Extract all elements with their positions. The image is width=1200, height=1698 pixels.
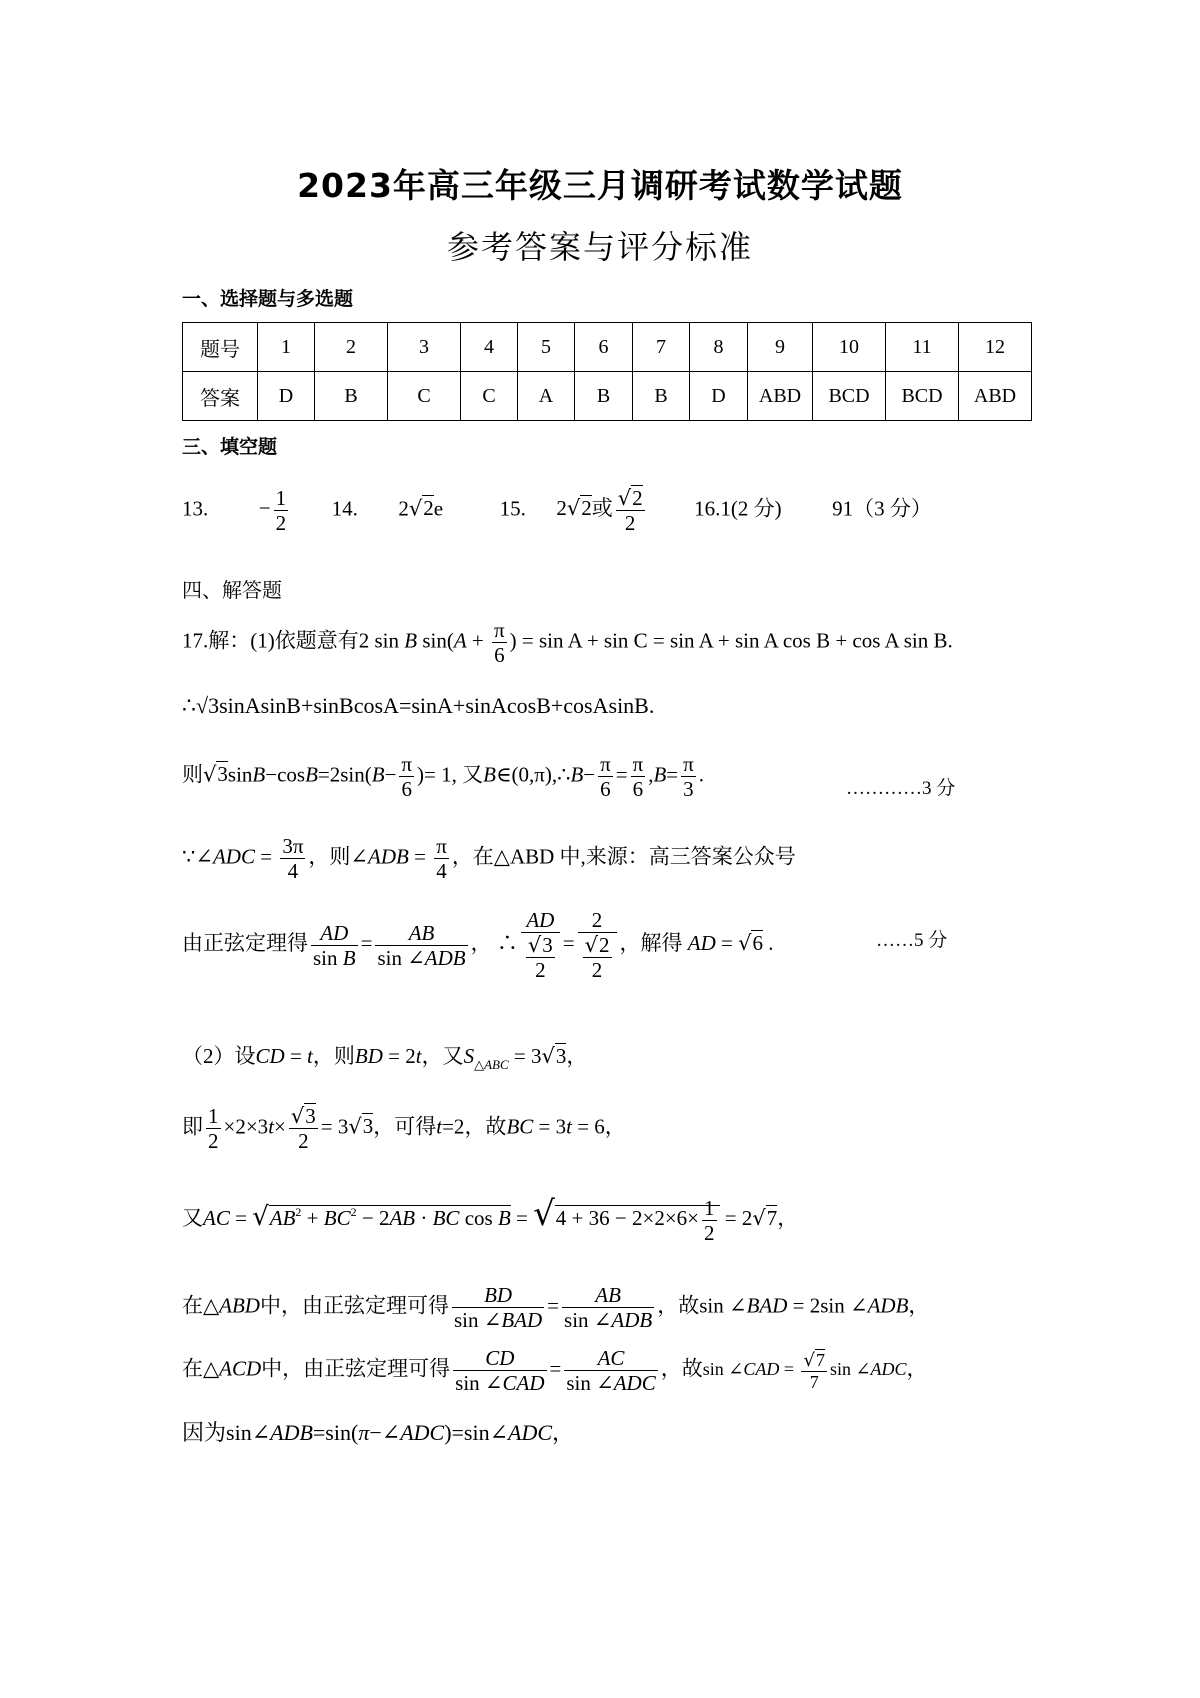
fill-answers-line	[182, 486, 932, 535]
row-header-number: 题号	[183, 323, 258, 372]
section-heading-choice: 一、选择题与多选题	[182, 288, 354, 310]
table-cell: 4	[461, 323, 518, 372]
adc-line: ∵∠ADC = $\frac{3\pi}{4}$ ，则∠ADB = $\frac{\pi}{4}$ ，在△ABD 中,来源：高三答案公众号	[182, 834, 796, 884]
section-heading-fill: 三、填空题	[182, 436, 278, 458]
q15-label: 15.	[499, 496, 526, 521]
table-cell: 6	[575, 323, 633, 372]
table-cell: BCD	[886, 372, 959, 421]
table-cell: 2	[315, 323, 388, 372]
table-cell: B	[575, 372, 633, 421]
table-cell: D	[690, 372, 748, 421]
table-cell: 12	[959, 323, 1032, 372]
q13-label: 13.	[182, 496, 209, 521]
score-3: …………3 分	[846, 778, 956, 799]
table-cell: 10	[813, 323, 886, 372]
table-cell: A	[518, 372, 575, 421]
table-cell: ABD	[748, 372, 813, 421]
table-cell: 1	[258, 323, 315, 372]
table-cell: 9	[748, 323, 813, 372]
part2-line2: 即 $\frac{1}{2}$ ×2×3t× $\frac{√3}{2}$ = 3√3，可得t=2，故BC = 3t = 6，	[182, 1104, 626, 1154]
table-cell: 7	[633, 323, 690, 372]
part2-line3: 又AC = $√AB^2 + BC^2 - 2AB$ · BC cos B = √4 + 36 − 2×2×6× $\frac{1}{2}$ = 2√7，	[182, 1194, 799, 1245]
q16b-answer: 91（3 分）	[832, 496, 932, 521]
q17-line3: 则√3sinB−cosB=2sin(B− $\frac{\pi}{6}$ )= 1, 又B∈(0,π),∴B− $\frac{\pi}{6}$ = $\frac{\pi}{6}$ ,B= $\frac{\pi}{3}$ .	[182, 752, 704, 802]
table-row-numbers	[183, 323, 1032, 372]
table-cell: BCD	[813, 372, 886, 421]
q15-answer: 2√2或 $\frac{√2}{2}$	[556, 486, 643, 536]
q13-answer: − $\frac{1}{2}$	[258, 486, 287, 536]
section-heading-solution: 四、解答题	[182, 580, 282, 602]
table-cell: B	[633, 372, 690, 421]
part2-line4: 在△ABD中，由正弦定理可得 BD sin ∠BAD = AB sin ∠ADB ，故sin ∠BAD = 2sin ∠ADB，	[182, 1283, 930, 1333]
q16-answer: 16.1(2 分)	[694, 496, 782, 521]
page-title: 2023年高三年级三月调研考试数学试题	[297, 166, 903, 205]
answer-table	[182, 322, 1032, 421]
q14-answer: 2√2e	[398, 496, 444, 521]
part2-line6: 因为sin∠ADB=sin(π−∠ADC)=sin∠ADC，	[182, 1420, 575, 1445]
row-header-answer: 答案	[183, 372, 258, 421]
table-cell: C	[388, 372, 461, 421]
score-5: ……5 分	[876, 930, 948, 951]
page-subtitle: 参考答案与评分标准	[446, 229, 753, 265]
part2-line1: （2）设CD = t，则BD = 2t，又$S_{\triangle ABC} = 3√3$，	[182, 1044, 588, 1072]
table-cell: 11	[886, 323, 959, 372]
table-cell: 3	[388, 323, 461, 372]
table-cell: C	[461, 372, 518, 421]
q17-line1: 17.解：(1)依题意有2 sin B sin(A + $\frac{\pi}{6}$ ) = sin A + sin C = sin A + sin A cos B + cos A sin B.	[182, 618, 953, 668]
table-cell: ABD	[959, 372, 1032, 421]
q17-line2: ∴√3sinAsinB+sinBcosA=sinA+sinAcosB+cosAsinB.	[182, 693, 655, 718]
part2-line5: 在△ACD中，由正弦定理可得 CD sin ∠CAD = AC sin ∠ADC ，故sin ∠CAD = $\frac{√7}{7}$ sin ∠ADC，	[182, 1346, 928, 1396]
q14-label: 14.	[331, 496, 358, 521]
table-cell: D	[258, 372, 315, 421]
table-cell: 5	[518, 323, 575, 372]
table-cell: 8	[690, 323, 748, 372]
table-cell: B	[315, 372, 388, 421]
sine-law-line: 由正弦定理得 $\frac{AD}{\text{sin B}}$ = AB sin ∠ADB ， ∴ $\frac{AD}{\frac{√3}{2}}$ = $\frac{2}{\frac{√2}{2}}$ ，解得 AD = √6 .	[182, 908, 774, 983]
table-row-answers	[183, 372, 1032, 421]
